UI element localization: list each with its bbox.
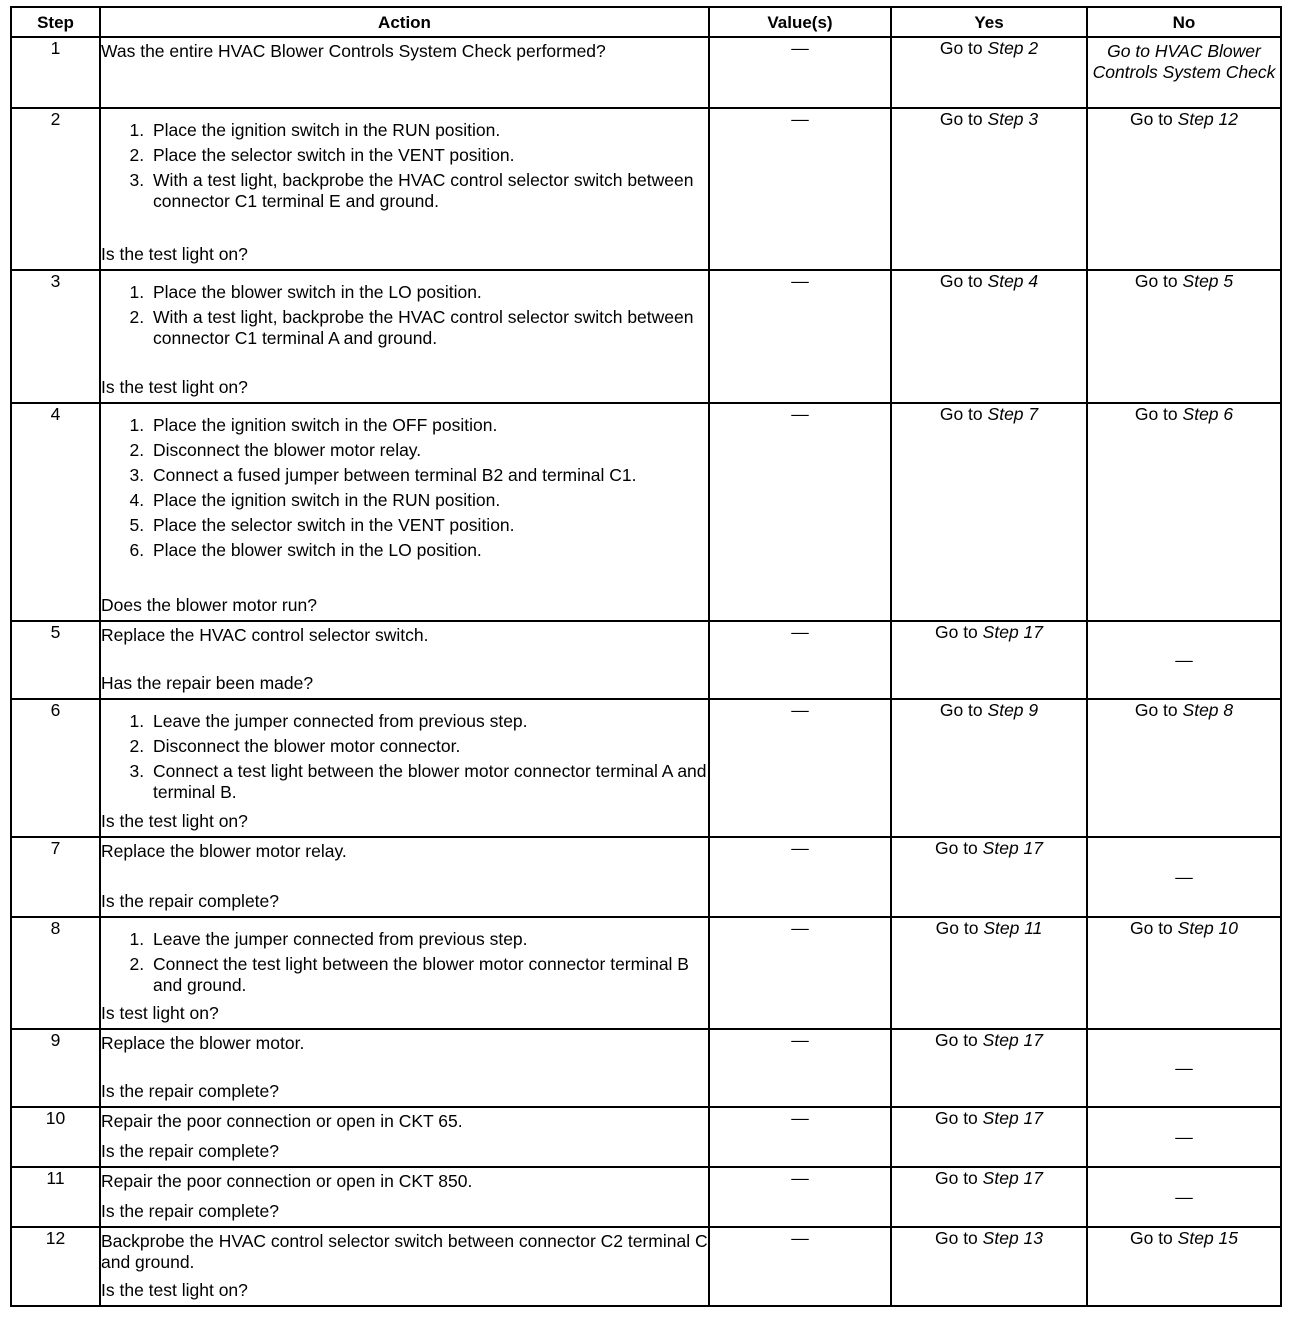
table-row	[11, 917, 1281, 1029]
yes-cell	[891, 837, 1087, 917]
no-target-step: Step 6	[1182, 404, 1234, 424]
header-values: Value(s)	[709, 7, 891, 37]
list-item: 1. Leave the jumper connected from previous step.	[149, 929, 708, 950]
action-cell	[100, 1227, 709, 1306]
no-target-step: Step 8	[1182, 700, 1234, 720]
no-go-to	[1130, 918, 1238, 938]
yes-target-step: Step 17	[982, 622, 1043, 642]
no-cell: —	[1087, 1107, 1281, 1167]
yes-cell	[891, 108, 1087, 270]
table-row	[11, 37, 1281, 108]
yes-target-step: Step 17	[982, 1108, 1043, 1128]
value-cell: —	[709, 403, 891, 621]
step-number: 4	[11, 403, 100, 621]
action-question: Does the blower motor run?	[101, 595, 317, 615]
value-cell: —	[709, 270, 891, 403]
go-to-prefix: Go to	[939, 109, 983, 129]
table-row	[11, 1029, 1281, 1107]
no-cell	[1087, 270, 1281, 403]
header-action: Action	[100, 7, 709, 37]
yes-go-to	[940, 700, 1038, 720]
header-step: Step	[11, 7, 100, 37]
yes-cell	[891, 699, 1087, 837]
yes-target-step: Step 9	[987, 700, 1039, 720]
header-no: No	[1087, 7, 1281, 37]
list-item: 1. Place the ignition switch in the RUN position.	[149, 120, 708, 141]
go-to-prefix: Go to	[934, 838, 978, 858]
no-go-to	[1135, 700, 1233, 720]
no-cell: —	[1087, 1167, 1281, 1227]
step-number: 11	[11, 1167, 100, 1227]
go-to-prefix: Go to	[939, 38, 983, 58]
action-text: Replace the HVAC control selector switch.	[101, 625, 429, 645]
list-item: 2. With a test light, backprobe the HVAC control selector switch between connector C1 terminal A and ground.	[149, 307, 708, 349]
action-steps-list	[101, 921, 708, 996]
action-text: Replace the blower motor.	[101, 1033, 305, 1053]
no-go-to	[1135, 404, 1233, 424]
table-row	[11, 1107, 1281, 1167]
list-item: 3. Connect a fused jumper between terminal B2 and terminal C1.	[149, 465, 708, 486]
value-cell: —	[709, 621, 891, 699]
yes-cell	[891, 1167, 1087, 1227]
action-question: Is the test light on?	[101, 377, 248, 397]
yes-go-to	[935, 838, 1043, 858]
step-number: 8	[11, 917, 100, 1029]
go-to-prefix: Go to	[939, 271, 983, 291]
action-cell	[100, 917, 709, 1029]
step-number: 12	[11, 1227, 100, 1306]
action-cell	[100, 1167, 709, 1227]
action-question: Is the test light on?	[101, 1280, 248, 1300]
action-text: Repair the poor connection or open in CKT 850.	[101, 1171, 473, 1191]
yes-cell	[891, 621, 1087, 699]
step-number: 7	[11, 837, 100, 917]
list-item: 5. Place the selector switch in the VENT position.	[149, 515, 708, 536]
yes-go-to	[935, 1168, 1043, 1188]
no-cell: Go to HVAC Blower Controls System Check	[1087, 37, 1281, 108]
table-row	[11, 108, 1281, 270]
no-target-step: Step 12	[1177, 109, 1238, 129]
table-row	[11, 837, 1281, 917]
action-steps-list	[101, 274, 708, 349]
action-text: Backprobe the HVAC control selector switch between connector C2 terminal C and ground.	[101, 1231, 708, 1272]
step-number: 1	[11, 37, 100, 108]
no-cell: —	[1087, 621, 1281, 699]
yes-target-step: Step 17	[982, 1030, 1043, 1050]
go-to-prefix: Go to	[934, 1108, 978, 1128]
action-text: Was the entire HVAC Blower Controls System Check performed?	[101, 41, 606, 61]
yes-go-to	[935, 1108, 1043, 1128]
no-cell	[1087, 1227, 1281, 1306]
go-to-prefix: Go to	[934, 622, 978, 642]
yes-go-to	[940, 38, 1038, 58]
yes-target-step: Step 2	[987, 38, 1039, 58]
action-cell	[100, 403, 709, 621]
no-cell	[1087, 403, 1281, 621]
no-cell	[1087, 108, 1281, 270]
action-cell	[100, 837, 709, 917]
step-number: 9	[11, 1029, 100, 1107]
action-steps-list	[101, 407, 708, 561]
action-steps-list	[101, 703, 708, 803]
header-yes: Yes	[891, 7, 1087, 37]
list-item: 3. With a test light, backprobe the HVAC control selector switch between connector C1 terminal E and ground.	[149, 170, 708, 212]
table-row	[11, 699, 1281, 837]
step-number: 2	[11, 108, 100, 270]
go-to-prefix: Go to	[1129, 1228, 1173, 1248]
no-cell: —	[1087, 837, 1281, 917]
list-item: 1. Place the blower switch in the LO position.	[149, 282, 708, 303]
yes-target-step: Step 7	[987, 404, 1039, 424]
value-cell: —	[709, 699, 891, 837]
list-item: 2. Disconnect the blower motor relay.	[149, 440, 708, 461]
yes-go-to	[935, 622, 1043, 642]
yes-cell	[891, 37, 1087, 108]
step-number: 3	[11, 270, 100, 403]
yes-go-to	[940, 404, 1038, 424]
value-cell: —	[709, 1029, 891, 1107]
yes-cell	[891, 1227, 1087, 1306]
list-item: 6. Place the blower switch in the LO position.	[149, 540, 708, 561]
table-row	[11, 1167, 1281, 1227]
list-item: 4. Place the ignition switch in the RUN position.	[149, 490, 708, 511]
table-row	[11, 403, 1281, 621]
go-to-prefix: Go to	[934, 1228, 978, 1248]
value-cell: —	[709, 37, 891, 108]
yes-cell	[891, 1107, 1087, 1167]
no-target-step: Step 10	[1177, 918, 1238, 938]
action-steps-list	[101, 112, 708, 212]
yes-go-to	[935, 1030, 1043, 1050]
table-row	[11, 270, 1281, 403]
action-cell	[100, 699, 709, 837]
yes-go-to	[940, 271, 1038, 291]
go-to-prefix: Go to	[939, 404, 983, 424]
yes-target-step: Step 13	[982, 1228, 1043, 1248]
no-target-step: Step 5	[1182, 271, 1234, 291]
step-number: 5	[11, 621, 100, 699]
go-to-prefix: Go to	[939, 700, 983, 720]
list-item: 3. Connect a test light between the blower motor connector terminal A and terminal B.	[149, 761, 708, 803]
yes-cell	[891, 1029, 1087, 1107]
action-cell	[100, 621, 709, 699]
action-cell	[100, 270, 709, 403]
diagnostic-table	[10, 6, 1282, 1307]
no-cell	[1087, 699, 1281, 837]
go-to-prefix: Go to	[934, 1030, 978, 1050]
go-to-prefix: Go to	[1134, 404, 1178, 424]
action-question: Is the repair complete?	[101, 891, 280, 911]
step-number: 6	[11, 699, 100, 837]
list-item: 1. Place the ignition switch in the OFF position.	[149, 415, 708, 436]
no-cell: —	[1087, 1029, 1281, 1107]
go-to-prefix: Go to	[935, 918, 979, 938]
yes-go-to	[935, 1228, 1043, 1248]
value-cell: —	[709, 1227, 891, 1306]
yes-target-step: Step 11	[983, 918, 1043, 938]
go-to-prefix: Go to	[1134, 271, 1178, 291]
yes-go-to	[940, 109, 1038, 129]
action-question: Is test light on?	[101, 1003, 219, 1023]
yes-target-step: Step 4	[987, 271, 1039, 291]
value-cell: —	[709, 1167, 891, 1227]
header-row	[11, 7, 1281, 37]
step-number: 10	[11, 1107, 100, 1167]
table-body	[11, 37, 1281, 1306]
action-text: Repair the poor connection or open in CKT 65.	[101, 1111, 463, 1131]
yes-cell	[891, 403, 1087, 621]
no-target-step: Step 15	[1177, 1228, 1238, 1248]
list-item: 2. Disconnect the blower motor connector.	[149, 736, 708, 757]
action-cell	[100, 1029, 709, 1107]
value-cell: —	[709, 837, 891, 917]
no-go-to	[1135, 271, 1233, 291]
list-item: 2. Place the selector switch in the VENT position.	[149, 145, 708, 166]
action-question: Is the test light on?	[101, 244, 248, 264]
yes-cell	[891, 270, 1087, 403]
value-cell: —	[709, 1107, 891, 1167]
yes-target-step: Step 3	[987, 109, 1039, 129]
action-cell	[100, 1107, 709, 1167]
value-cell: —	[709, 917, 891, 1029]
yes-cell	[891, 917, 1087, 1029]
list-item: 1. Leave the jumper connected from previous step.	[149, 711, 708, 732]
action-question: Is the test light on?	[101, 811, 248, 831]
go-to-prefix: Go to	[1129, 109, 1173, 129]
no-cell	[1087, 917, 1281, 1029]
table-row	[11, 621, 1281, 699]
action-question: Is the repair complete?	[101, 1141, 280, 1161]
yes-go-to	[936, 918, 1043, 938]
value-cell: —	[709, 108, 891, 270]
no-go-to	[1130, 109, 1238, 129]
action-cell	[100, 108, 709, 270]
yes-target-step: Step 17	[982, 838, 1043, 858]
table-row	[11, 1227, 1281, 1306]
list-item: 2. Connect the test light between the blower motor connector terminal B and ground.	[149, 954, 708, 996]
yes-target-step: Step 17	[982, 1168, 1043, 1188]
go-to-prefix: Go to	[1134, 700, 1178, 720]
no-go-to	[1130, 1228, 1238, 1248]
action-cell	[100, 37, 709, 108]
action-question: Is the repair complete?	[101, 1081, 280, 1101]
go-to-prefix: Go to	[934, 1168, 978, 1188]
go-to-prefix: Go to	[1129, 918, 1173, 938]
action-question: Is the repair complete?	[101, 1201, 280, 1221]
action-text: Replace the blower motor relay.	[101, 841, 347, 861]
action-question: Has the repair been made?	[101, 673, 314, 693]
